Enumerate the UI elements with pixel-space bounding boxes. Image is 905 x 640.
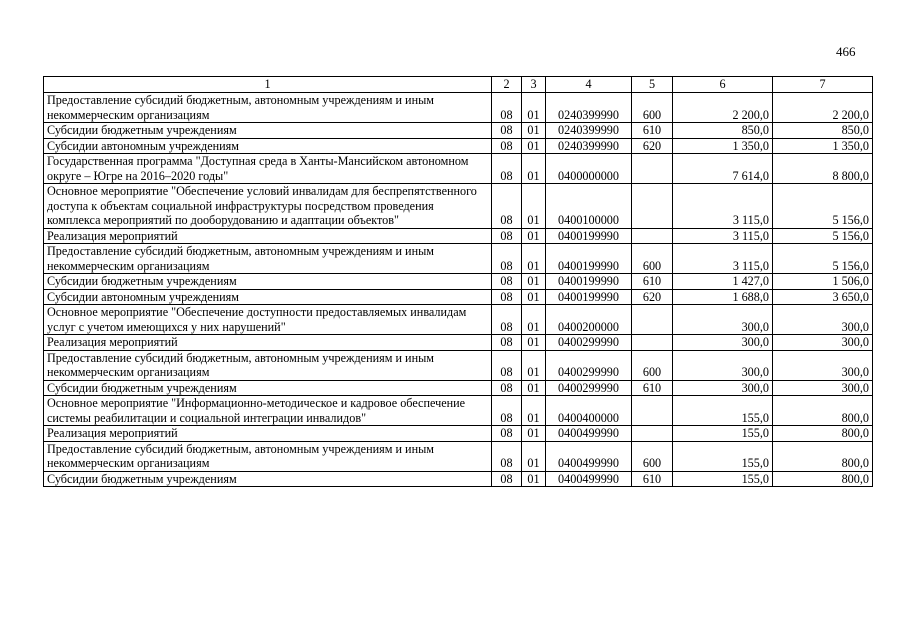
row-target-code: 0400299990	[546, 350, 632, 380]
row-target-code: 0400199990	[546, 228, 632, 244]
row-subsection: 01	[522, 93, 546, 123]
row-target-code: 0400499990	[546, 441, 632, 471]
row-expense-type: 610	[632, 274, 673, 290]
row-subsection: 01	[522, 305, 546, 335]
row-amount-col6: 3 115,0	[673, 184, 773, 229]
row-amount-col6: 300,0	[673, 335, 773, 351]
row-subsection: 01	[522, 380, 546, 396]
row-section: 08	[492, 305, 522, 335]
row-name: Субсидии автономным учреждениям	[44, 289, 492, 305]
table-row	[44, 289, 873, 305]
header-col-5: 5	[632, 77, 673, 93]
row-section: 08	[492, 396, 522, 426]
row-subsection: 01	[522, 471, 546, 487]
row-name: Предоставление субсидий бюджетным, автономным учреждениям и иным некоммерческим организациям	[44, 441, 492, 471]
row-expense-type	[632, 184, 673, 229]
row-subsection: 01	[522, 289, 546, 305]
row-expense-type	[632, 305, 673, 335]
row-section: 08	[492, 154, 522, 184]
row-section: 08	[492, 228, 522, 244]
row-name: Субсидии бюджетным учреждениям	[44, 471, 492, 487]
row-name: Предоставление субсидий бюджетным, автономным учреждениям и иным некоммерческим организациям	[44, 244, 492, 274]
row-amount-col7: 850,0	[773, 123, 873, 139]
row-amount-col7: 300,0	[773, 350, 873, 380]
row-target-code: 0400499990	[546, 471, 632, 487]
row-amount-col6: 3 115,0	[673, 244, 773, 274]
row-expense-type	[632, 154, 673, 184]
row-subsection: 01	[522, 244, 546, 274]
row-amount-col7: 2 200,0	[773, 93, 873, 123]
row-expense-type: 600	[632, 244, 673, 274]
row-target-code: 0400299990	[546, 380, 632, 396]
header-col-7: 7	[773, 77, 873, 93]
row-section: 08	[492, 426, 522, 442]
row-section: 08	[492, 289, 522, 305]
table-row	[44, 305, 873, 335]
row-expense-type: 610	[632, 471, 673, 487]
row-section: 08	[492, 244, 522, 274]
row-expense-type: 600	[632, 93, 673, 123]
table-row	[44, 380, 873, 396]
row-expense-type: 610	[632, 380, 673, 396]
row-subsection: 01	[522, 335, 546, 351]
table-row	[44, 123, 873, 139]
row-amount-col7: 800,0	[773, 396, 873, 426]
row-section: 08	[492, 123, 522, 139]
header-col-2: 2	[492, 77, 522, 93]
row-name: Реализация мероприятий	[44, 426, 492, 442]
table-row	[44, 228, 873, 244]
row-amount-col6: 1 350,0	[673, 138, 773, 154]
row-name: Основное мероприятие "Информационно-методическое и кадровое обеспечение системы реабилитации и социальной интеграции инвалидов"	[44, 396, 492, 426]
row-target-code: 0400200000	[546, 305, 632, 335]
row-amount-col6: 1 688,0	[673, 289, 773, 305]
row-target-code: 0240399990	[546, 93, 632, 123]
row-amount-col6: 2 200,0	[673, 93, 773, 123]
row-subsection: 01	[522, 138, 546, 154]
row-name: Субсидии бюджетным учреждениям	[44, 380, 492, 396]
table-row	[44, 93, 873, 123]
row-target-code: 0400000000	[546, 154, 632, 184]
row-amount-col7: 800,0	[773, 426, 873, 442]
table-row	[44, 441, 873, 471]
row-expense-type: 610	[632, 123, 673, 139]
row-expense-type: 600	[632, 441, 673, 471]
row-name: Субсидии автономным учреждениям	[44, 138, 492, 154]
row-target-code: 0240399990	[546, 138, 632, 154]
row-amount-col7: 1 506,0	[773, 274, 873, 290]
row-name: Реализация мероприятий	[44, 228, 492, 244]
table-row	[44, 396, 873, 426]
row-amount-col7: 300,0	[773, 380, 873, 396]
header-col-1: 1	[44, 77, 492, 93]
row-amount-col6: 1 427,0	[673, 274, 773, 290]
row-amount-col6: 155,0	[673, 471, 773, 487]
row-expense-type: 620	[632, 138, 673, 154]
row-subsection: 01	[522, 274, 546, 290]
row-amount-col6: 300,0	[673, 305, 773, 335]
budget-table	[43, 76, 873, 487]
row-amount-col6: 155,0	[673, 441, 773, 471]
row-section: 08	[492, 274, 522, 290]
row-subsection: 01	[522, 441, 546, 471]
row-name: Основное мероприятие "Обеспечение доступности предоставляемых инвалидам услуг с учетом имеющихся у них нарушений"	[44, 305, 492, 335]
row-amount-col6: 155,0	[673, 426, 773, 442]
row-name: Государственная программа "Доступная среда в Ханты-Мансийском автономном округе – Югре на 2016–2020 годы"	[44, 154, 492, 184]
row-amount-col6: 300,0	[673, 350, 773, 380]
row-name: Субсидии бюджетным учреждениям	[44, 274, 492, 290]
row-amount-col6: 300,0	[673, 380, 773, 396]
row-target-code: 0400199990	[546, 274, 632, 290]
row-section: 08	[492, 441, 522, 471]
row-subsection: 01	[522, 350, 546, 380]
row-amount-col6: 3 115,0	[673, 228, 773, 244]
row-expense-type: 620	[632, 289, 673, 305]
row-subsection: 01	[522, 228, 546, 244]
row-subsection: 01	[522, 154, 546, 184]
row-amount-col7: 3 650,0	[773, 289, 873, 305]
row-section: 08	[492, 93, 522, 123]
row-section: 08	[492, 350, 522, 380]
header-col-6: 6	[673, 77, 773, 93]
row-amount-col7: 300,0	[773, 335, 873, 351]
table-row	[44, 274, 873, 290]
row-name: Предоставление субсидий бюджетным, автономным учреждениям и иным некоммерческим организациям	[44, 93, 492, 123]
header-col-4: 4	[546, 77, 632, 93]
row-expense-type	[632, 335, 673, 351]
table-row	[44, 335, 873, 351]
row-amount-col6: 155,0	[673, 396, 773, 426]
row-target-code: 0400199990	[546, 244, 632, 274]
row-subsection: 01	[522, 123, 546, 139]
table-body	[44, 93, 873, 487]
row-target-code: 0400499990	[546, 426, 632, 442]
row-amount-col6: 7 614,0	[673, 154, 773, 184]
page-number: 466	[836, 44, 856, 59]
row-expense-type	[632, 228, 673, 244]
row-target-code: 0400100000	[546, 184, 632, 229]
row-amount-col7: 800,0	[773, 471, 873, 487]
row-target-code: 0240399990	[546, 123, 632, 139]
row-section: 08	[492, 138, 522, 154]
row-section: 08	[492, 380, 522, 396]
row-subsection: 01	[522, 184, 546, 229]
row-expense-type	[632, 426, 673, 442]
table-row	[44, 154, 873, 184]
row-amount-col7: 300,0	[773, 305, 873, 335]
row-name: Реализация мероприятий	[44, 335, 492, 351]
table-row	[44, 350, 873, 380]
header-col-3: 3	[522, 77, 546, 93]
row-amount-col6: 850,0	[673, 123, 773, 139]
table-row	[44, 426, 873, 442]
row-amount-col7: 1 350,0	[773, 138, 873, 154]
row-subsection: 01	[522, 396, 546, 426]
table-row	[44, 471, 873, 487]
row-section: 08	[492, 335, 522, 351]
table-row	[44, 244, 873, 274]
row-name: Основное мероприятие "Обеспечение условий инвалидам для беспрепятственного доступа к объектам социальной инфраструктуры посредством проведения комплекса мероприятий по дооборудованию и адаптации объектов"	[44, 184, 492, 229]
row-amount-col7: 5 156,0	[773, 244, 873, 274]
row-target-code: 0400299990	[546, 335, 632, 351]
row-name: Предоставление субсидий бюджетным, автономным учреждениям и иным некоммерческим организациям	[44, 350, 492, 380]
row-target-code: 0400199990	[546, 289, 632, 305]
row-subsection: 01	[522, 426, 546, 442]
row-name: Субсидии бюджетным учреждениям	[44, 123, 492, 139]
row-expense-type	[632, 396, 673, 426]
row-section: 08	[492, 184, 522, 229]
row-target-code: 0400400000	[546, 396, 632, 426]
row-expense-type: 600	[632, 350, 673, 380]
row-amount-col7: 5 156,0	[773, 228, 873, 244]
table-header-row	[44, 77, 873, 93]
row-amount-col7: 8 800,0	[773, 154, 873, 184]
table-row	[44, 138, 873, 154]
row-amount-col7: 800,0	[773, 441, 873, 471]
row-section: 08	[492, 471, 522, 487]
table-row	[44, 184, 873, 229]
row-amount-col7: 5 156,0	[773, 184, 873, 229]
